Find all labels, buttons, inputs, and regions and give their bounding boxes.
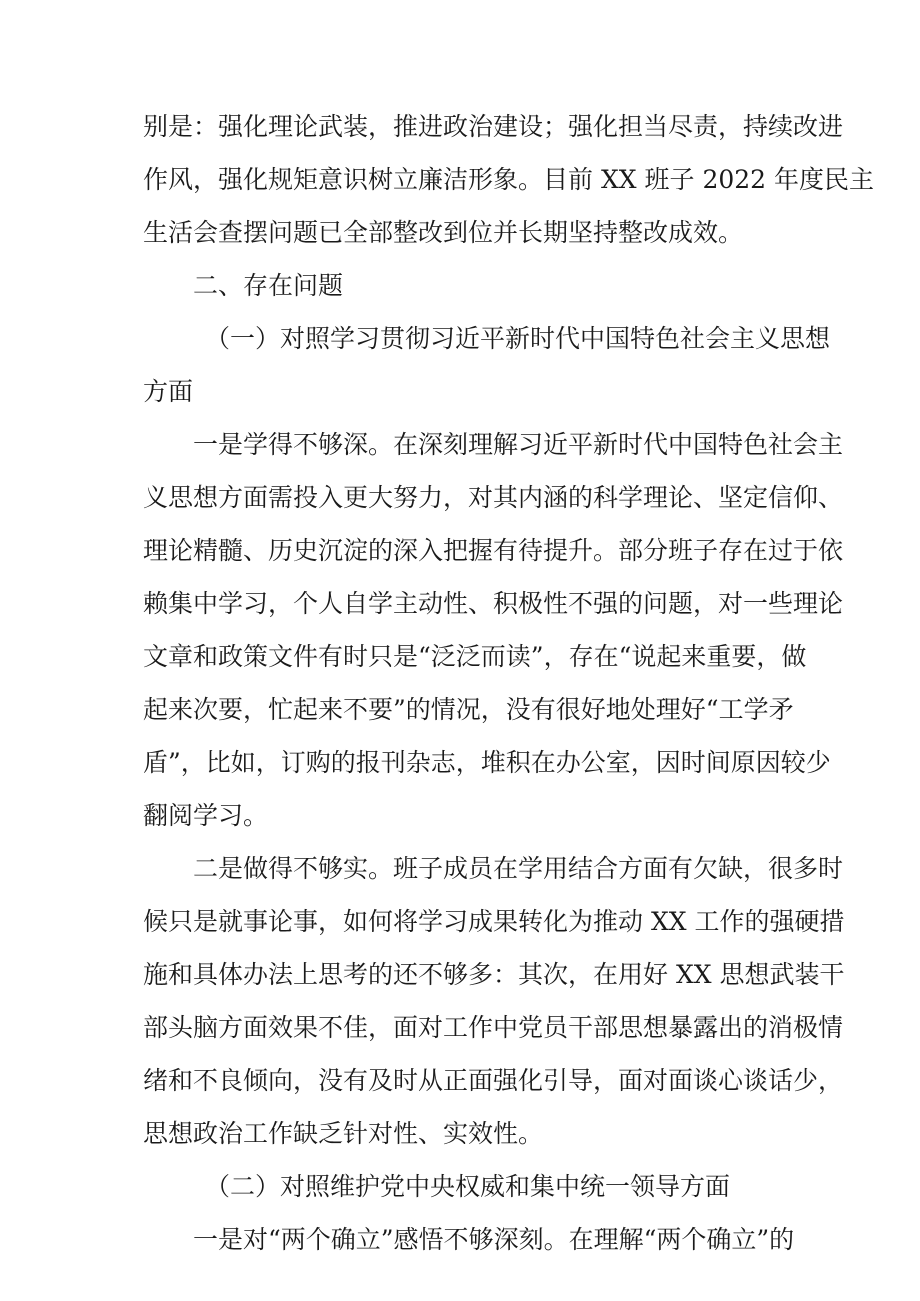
subheading: 方面	[143, 377, 194, 406]
text-line: 一是对“两个确立”感悟不够深刻。在理解“两个确立”的	[193, 1225, 795, 1254]
text-line: 文章和政策文件有时只是“泛泛而读”，存在“说起来重要，做	[143, 642, 807, 671]
subheading: （一）对照学习贯彻习近平新时代中国特色社会主义思想	[205, 324, 831, 353]
text-line: 别是：强化理论武装，推进政治建设；强化担当尽责，持续改进	[143, 112, 844, 141]
text-line: 盾”，比如，订购的报刊杂志，堆积在办公室，因时间原因较少	[143, 748, 831, 777]
text-line: 理论精髓、历史沉淀的深入把握有待提升。部分班子存在过于依	[143, 536, 844, 565]
text-line: 一是学得不够深。在深刻理解习近平新时代中国特色社会主	[193, 430, 844, 459]
text-line: 候只是就事论事，如何将学习成果转化为推动 XX 工作的强硬措	[143, 907, 845, 936]
text-line: 赖集中学习，个人自学主动性、积极性不强的问题，对一些理论	[143, 589, 844, 618]
text-line: 部头脑方面效果不佳，面对工作中党员干部思想暴露出的消极情	[143, 1013, 844, 1042]
text-line: 作风，强化规矩意识树立廉洁形象。目前 XX 班子 2022 年度民主	[143, 165, 875, 194]
subheading: （二）对照维护党中央权威和集中统一领导方面	[205, 1172, 731, 1201]
text-line: 思想政治工作缺乏针对性、实效性。	[143, 1119, 544, 1148]
text-line: 起来次要，忙起来不要”的情况，没有很好地处理好“工学矛	[143, 695, 794, 724]
text-line: 翻阅学习。	[143, 801, 269, 830]
text-line: 二是做得不够实。班子成员在学用结合方面有欠缺，很多时	[193, 854, 844, 883]
text-line: 施和具体办法上思考的还不够多：其次，在用好 XX 思想武装干	[143, 960, 845, 989]
text-line: 生活会查摆问题已全部整改到位并长期坚持整改成效。	[143, 218, 744, 247]
text-line: 义思想方面需投入更大努力，对其内涵的科学理论、坚定信仰、	[143, 483, 844, 512]
section-heading: 二、存在问题	[193, 271, 344, 300]
text-line: 绪和不良倾向，没有及时从正面强化引导，面对面谈心谈话少，	[143, 1066, 844, 1095]
